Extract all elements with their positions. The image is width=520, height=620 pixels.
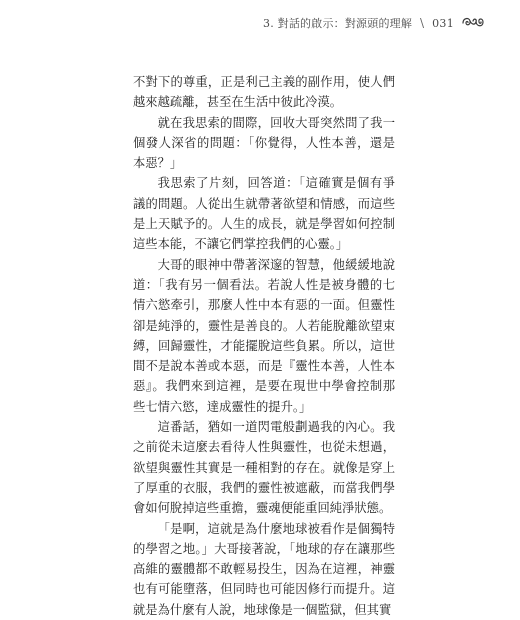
paragraph: 這番話，猶如一道閃電般劃過我的內心。我之前從未這麼去看待人性與靈性，也從未想過，欲望與靈性其實是一種相對的存在。就像是穿上了厚重的衣服，我們的靈性被遮蔽，而當我們學會如何脫掉這些重擔，靈魂便能重回純淨狀態。	[133, 420, 395, 516]
paragraph: 「是啊，這就是為什麼地球被看作是個獨特的學習之地。」大哥接著說，「地球的存在讓那些高維的靈體都不敢輕易投生，因為在這裡，神靈也有可能墮落，但同時也可能因修行而提升。這就是為什麼有人說，地球像是一個監獄，但其實	[133, 521, 395, 617]
chapter-title: 3. 對話的啟示：對源頭的理解	[263, 16, 413, 30]
paragraph: 不對下的尊重，正是利己主義的副作用，使人們越來越疏離，甚至在生活中彼此冷漠。	[133, 75, 395, 110]
page-number: 031	[432, 16, 454, 30]
paragraph: 就在我思索的間際，回收大哥突然問了我一個發人深省的問題：「你覺得，人性本善，還是本惡？」	[133, 115, 395, 171]
paragraph: 大哥的眼神中帶著深邃的智慧，他緩緩地說道：「我有另一個看法。若說人性是被身體的七情六慾牽引，那麼人性中本有惡的一面。但靈性卻是純淨的，靈性是善良的。人若能脫離欲望束縛，回歸靈性，才能擺脫這些負累。所以，這世間不是說本善或本惡，而是『靈性本善，人性本惡』。我們來到這裡，是要在現世中學會控制那些七情六慾，達成靈性的提升。」	[133, 257, 395, 414]
swirl-ornament-icon	[462, 16, 484, 30]
header-separator: \	[420, 16, 425, 30]
running-header	[263, 16, 484, 30]
body-text	[133, 72, 395, 620]
paragraph: 我思索了片刻，回答道：「這確實是個有爭議的問題。人從出生就帶著欲望和情感，而這些是上天賦予的。人生的成長，就是學習如何控制這些本能，不讓它們掌控我們的心靈。」	[133, 176, 395, 252]
